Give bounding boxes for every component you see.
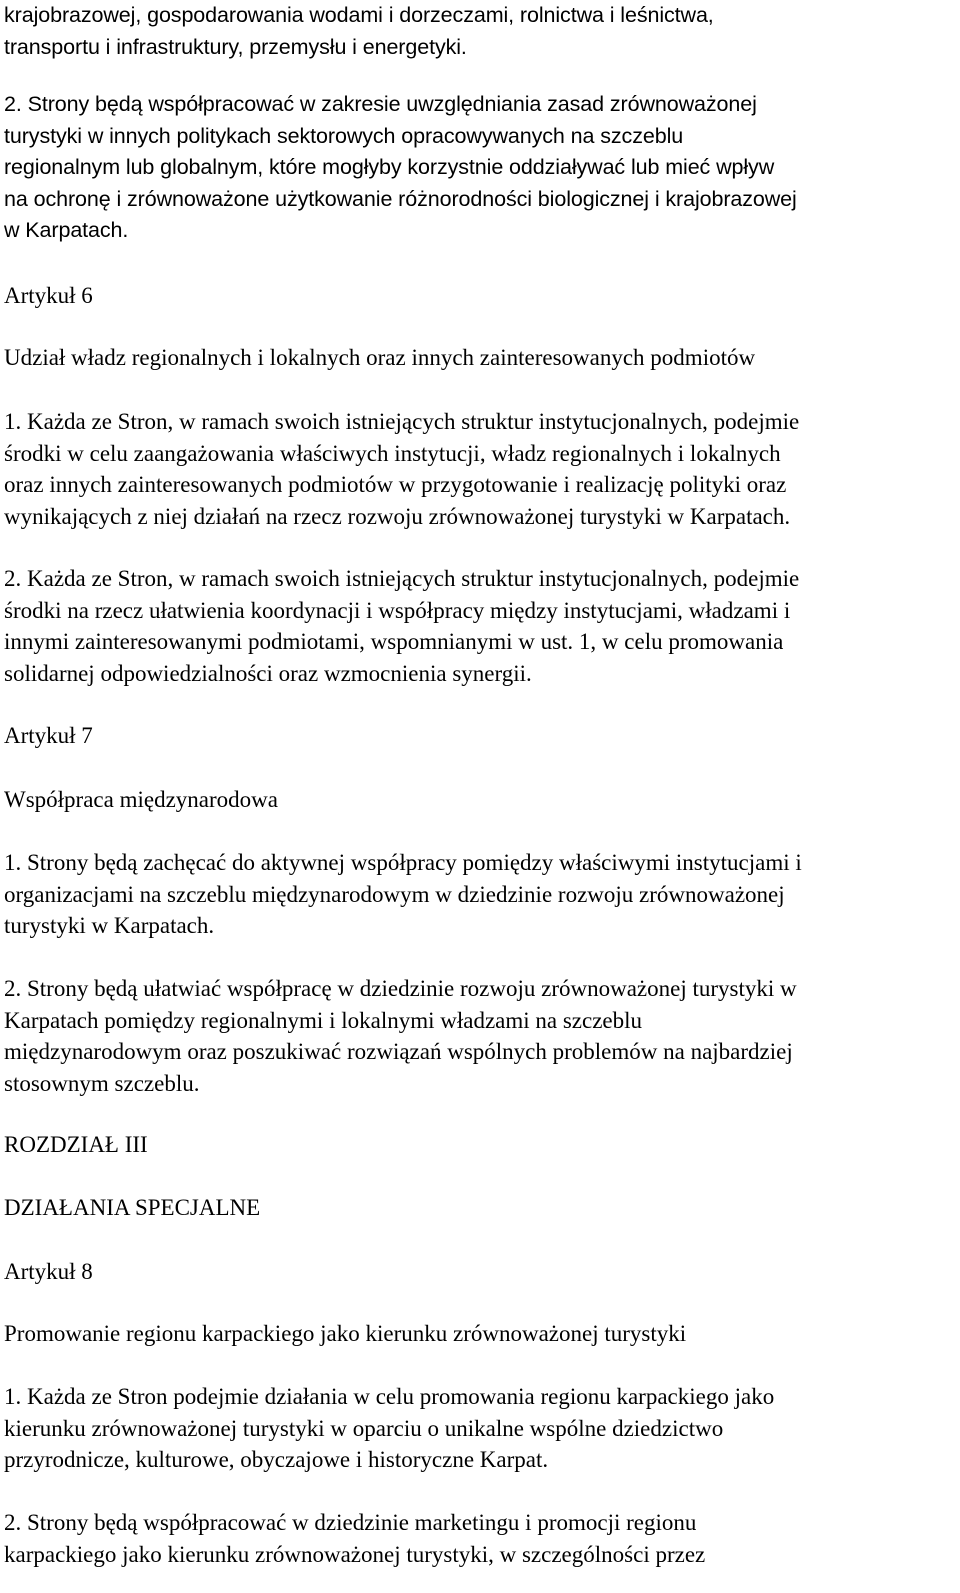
- chapter-title: DZIAŁANIA SPECJALNE: [4, 1195, 261, 1220]
- text-line: kierunku zrównoważonej turystyki w oparciu o unikalne wspólne dziedzictwo: [4, 1415, 724, 1441]
- text-line: 2. Strony będą współpracować w zakresie uwzględniania zasad zrównoważonej: [4, 92, 757, 116]
- text-line: 1. Każda ze Stron, w ramach swoich istniejących struktur instytucjonalnych, podejmie: [4, 409, 800, 434]
- text-line: solidarnej odpowiedzialności oraz wzmocnienia synergii.: [4, 660, 532, 686]
- text-line: 2. Każda ze Stron, w ramach swoich istniejących struktur instytucjonalnych, podejmie: [4, 566, 800, 591]
- article-8-title: Promowanie regionu karpackiego jako kierunku zrównoważonej turystyki: [4, 1321, 687, 1346]
- text-line: 1. Każda ze Stron podejmie działania w celu promowania regionu karpackiego jako: [4, 1384, 775, 1409]
- text-line: organizacjami na szczeblu międzynarodowym w dziedzinie rozwoju zrównoważonej: [4, 881, 785, 907]
- paragraph-art7-point2: [4, 973, 954, 1099]
- text-line: środki w celu zaangażowania właściwych instytucji, władz regionalnych i lokalnych: [4, 440, 781, 466]
- paragraph-art6-point1: [4, 406, 954, 532]
- text-line: w Karpatach.: [4, 218, 129, 242]
- text-line: innymi zainteresowanymi podmiotami, wspomnianymi w ust. 1, w celu promowania: [4, 629, 784, 654]
- article-6-heading: Artykuł 6: [4, 283, 93, 308]
- article-8-heading: Artykuł 8: [4, 1259, 93, 1284]
- paragraph-art5-point2: [4, 89, 954, 247]
- text-line: Karpatach pomiędzy regionalnymi i lokalnymi władzami na szczeblu: [4, 1007, 643, 1033]
- text-line: turystyki w Karpatach.: [4, 913, 215, 938]
- paragraph-intro: [4, 0, 954, 63]
- text-line: środki na rzecz ułatwienia koordynacji i współpracy między instytucjami, władzami i: [4, 597, 791, 623]
- article-7-title: Współpraca międzynarodowa: [4, 787, 278, 812]
- article-6-title: Udział władz regionalnych i lokalnych oraz innych zainteresowanych podmiotów: [4, 345, 756, 370]
- paragraph-art7-point1: [4, 847, 954, 942]
- text-line: 1. Strony będą zachęcać do aktywnej współpracy pomiędzy właściwymi instytucjami i: [4, 850, 802, 875]
- text-line: stosownym szczeblu.: [4, 1070, 200, 1096]
- text-line: międzynarodowym oraz poszukiwać rozwiązań wspólnych problemów na najbardziej: [4, 1039, 793, 1064]
- text-line: karpackiego jako kierunku zrównoważonej turystyki, w szczególności przez: [4, 1541, 706, 1567]
- paragraph-art8-point1: [4, 1381, 954, 1476]
- text-line: transportu i infrastruktury, przemysłu i energetyki.: [4, 34, 467, 59]
- text-line: 2. Strony będą ułatwiać współpracę w dziedzinie rozwoju zrównoważonej turystyki w: [4, 976, 797, 1001]
- paragraph-art8-point2: [4, 1507, 954, 1570]
- text-line: 2. Strony będą współpracować w dziedzinie marketingu i promocji regionu: [4, 1510, 697, 1535]
- article-7-heading: Artykuł 7: [4, 723, 93, 748]
- text-line: regionalnym lub globalnym, które mogłyby korzystnie oddziaływać lub mieć wpływ: [4, 155, 775, 179]
- paragraph-art6-point2: [4, 563, 954, 689]
- text-line: turystyki w innych politykach sektorowych opracowywanych na szczeblu: [4, 123, 684, 148]
- text-line: wynikających z niej działań na rzecz rozwoju zrównoważonej turystyki w Karpatach.: [4, 503, 791, 529]
- text-line: oraz innych zainteresowanych podmiotów w przygotowanie i realizację polityki oraz: [4, 472, 787, 497]
- chapter-heading: ROZDZIAŁ III: [4, 1132, 148, 1157]
- text-line: krajobrazowej, gospodarowania wodami i dorzeczami, rolnictwa i leśnictwa,: [4, 3, 714, 27]
- text-line: przyrodnicze, kulturowe, obyczajowe i historyczne Karpat.: [4, 1447, 549, 1472]
- text-line: na ochronę i zrównoważone użytkowanie różnorodności biologicznej i krajobrazowej: [4, 186, 797, 211]
